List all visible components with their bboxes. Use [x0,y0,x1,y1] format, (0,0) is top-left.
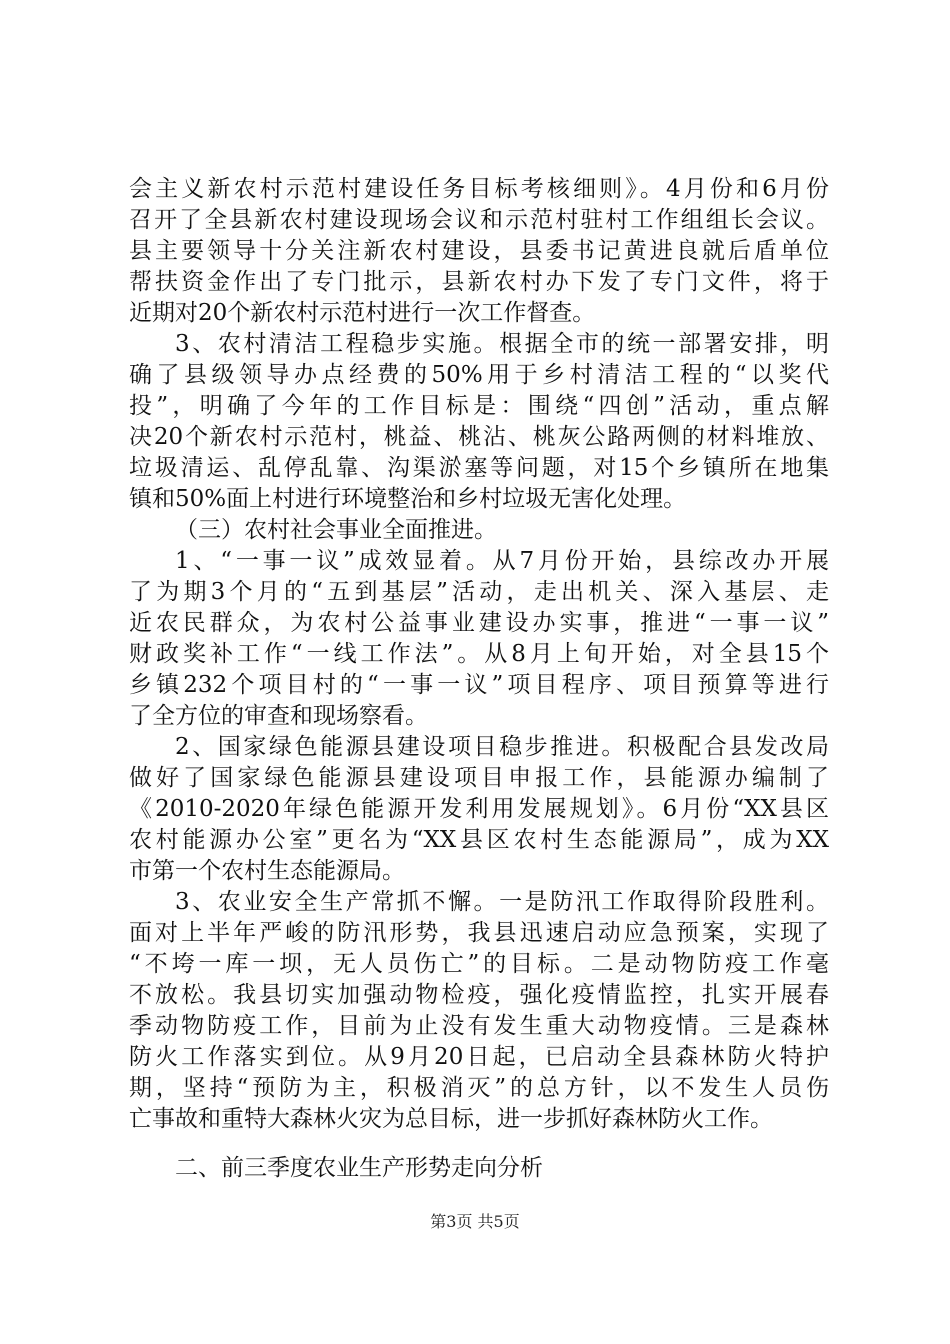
body-text-line: 近农民群众，为农村公益事业建设办实事，推进“一事一议” [129,610,829,636]
body-text-line: 了全方位的审查和现场察看。 [129,703,428,729]
paragraph-first-line: 2、国家绿色能源县建设项目稳步推进。积极配合县发改局 [175,734,829,760]
body-text-line: 会主义新农村示范村建设任务目标考核细则》。4月份和6月份 [129,176,829,202]
body-text-line: 《2010-2020年绿色能源开发利用发展规划》。6月份“XX县区 [129,796,829,822]
paragraph-first-line: 3、农村清洁工程稳步实施。根据全市的统一部署安排，明 [175,331,829,357]
body-text-line: 垃圾清运、乱停乱靠、沟渠淤塞等问题，对15个乡镇所在地集 [129,455,829,481]
body-text-line: 期，坚持“预防为主，积极消灭”的总方针，以不发生人员伤 [129,1075,829,1101]
body-text-line: 镇和50%面上村进行环境整治和乡村垃圾无害化处理。 [129,486,687,512]
body-text-line: 防火工作落实到位。从9月20日起，已启动全县森林防火特护 [129,1044,829,1070]
body-text-line: 乡镇232个项目村的“一事一议”项目程序、项目预算等进行 [129,672,829,698]
subsection-heading: （三）农村社会事业全面推进。 [175,517,497,543]
body-text-line: 市第一个农村生态能源局。 [129,858,405,884]
body-text-line: 决20个新农村示范村，桃益、桃沾、桃灰公路两侧的材料堆放、 [129,424,829,450]
body-text-line: 亡事故和重特大森林火灾为总目标，进一步抓好森林防火工作。 [129,1106,773,1132]
body-text-line: 召开了全县新农村建设现场会议和示范村驻村工作组组长会议。 [129,207,829,233]
paragraph-first-line: 3、农业安全生产常抓不懈。一是防汛工作取得阶段胜利。 [175,889,829,915]
body-text-line: 季动物防疫工作，目前为止没有发生重大动物疫情。三是森林 [129,1013,829,1039]
body-text-line: “不垮一库一坝，无人员伤亡”的目标。二是动物防疫工作毫 [129,951,829,977]
body-text-line: 面对上半年严峻的防汛形势，我县迅速启动应急预案，实现了 [129,920,829,946]
body-text-line: 农村能源办公室”更名为“XX县区农村生态能源局”，成为XX [129,827,829,853]
body-text-line: 近期对20个新农村示范村进行一次工作督查。 [129,300,596,326]
paragraph-first-line: 1、“一事一议”成效显着。从7月份开始，县综改办开展 [175,548,829,574]
body-text-line: 投”，明确了今年的工作目标是：围绕“四创”活动，重点解 [129,393,829,419]
body-text-line: 做好了国家绿色能源县建设项目申报工作，县能源办编制了 [129,765,829,791]
body-text-line: 县主要领导十分关注新农村建设，县委书记黄进良就后盾单位 [129,238,829,264]
body-text-line: 不放松。我县切实加强动物检疫，强化疫情监控，扎实开展春 [129,982,829,1008]
body-text-line: 帮扶资金作出了专门批示，县新农村办下发了专门文件，将于 [129,269,829,295]
body-text-line: 财政奖补工作“一线工作法”。从8月上旬开始，对全县15个 [129,641,829,667]
page-footer: 第3页 共5页 [430,1212,520,1231]
body-text-line: 确了县级领导办点经费的50%用于乡村清洁工程的“以奖代 [129,362,829,388]
body-text-line: 了为期3个月的“五到基层”活动，走出机关、深入基层、走 [129,579,829,605]
section-heading: 二、前三季度农业生产形势走向分析 [175,1155,543,1181]
